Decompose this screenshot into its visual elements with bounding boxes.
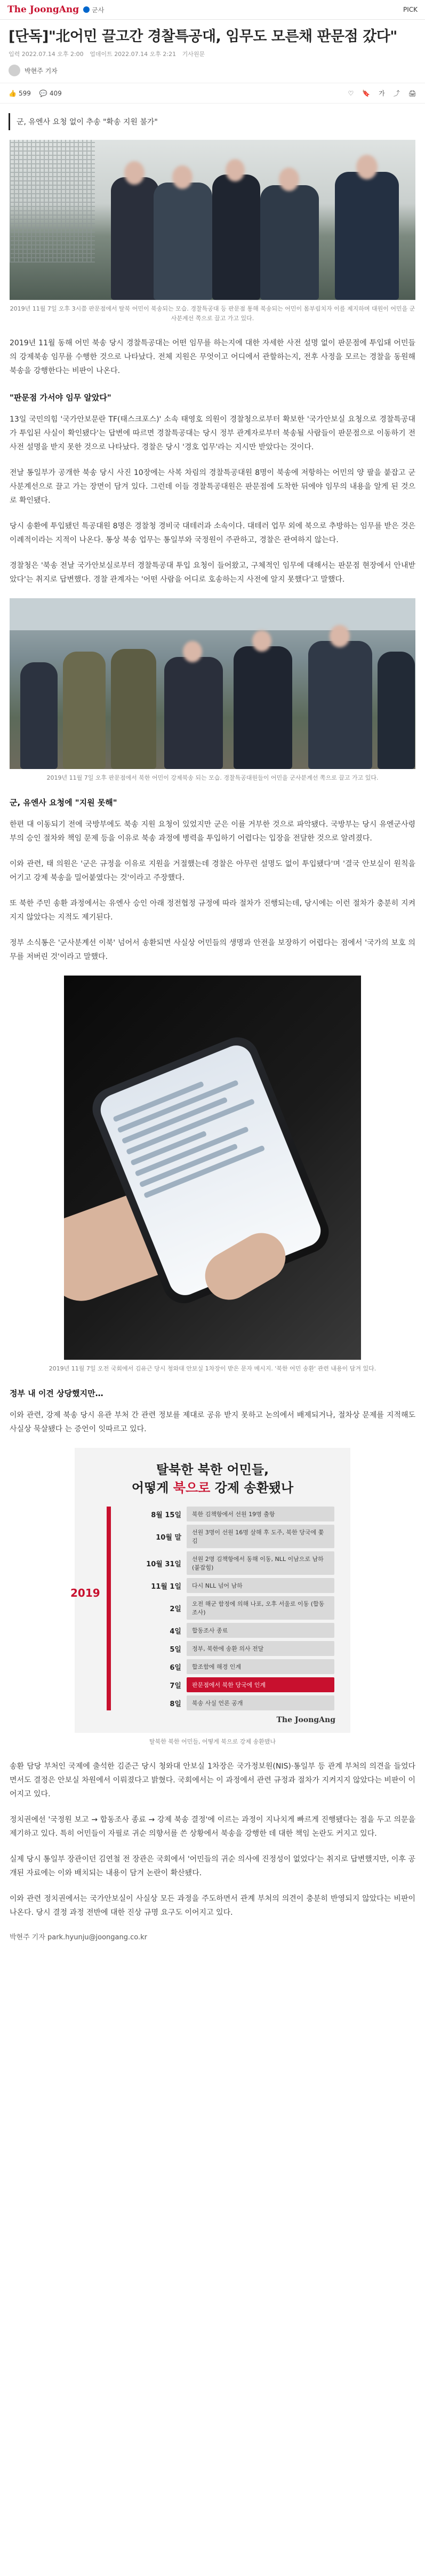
infographic-caption: 탈북한 북한 어민들, 어떻게 북으로 강제 송환됐나: [149, 1738, 276, 1745]
photo-3: [64, 976, 361, 1360]
paragraph: 또 북한 주민 송환 과정에서는 유엔사 승인 아래 정전협정 규정에 따라 절차가 진행되는데, 당시에는 이런 절차가 충분히 지켜지지 않았다는 지적도 제기된다.: [10, 899, 415, 922]
person: [154, 183, 212, 300]
timeline-event: [133, 1551, 334, 1575]
event-date: 8월 15일: [151, 1511, 181, 1519]
event-date: 10월 31일: [146, 1560, 181, 1568]
updated-time: 업데이트 2022.07.14 오후 2:21: [90, 51, 177, 58]
soldier: [111, 649, 156, 769]
title-pre: 어떻게: [131, 1480, 173, 1495]
event-desc: 북한 김책항에서 선원 19명 출항: [187, 1507, 334, 1521]
article-summary: 군, 유엔사 요청 없이 추송 "확송 지원 불가": [9, 113, 416, 130]
person: [335, 172, 399, 300]
timeline-event: [133, 1525, 334, 1548]
paragraph: 당시 송환에 투입됐던 특공대원 8명은 경찰청 경비국 대테러과 소속이다. 대테러 업무 외에 북으로 추방하는 임무를 받은 것은 이례적이라는 지적이 나온다. 통상 북송 업무는 통일부와 국정원이 주관하고, 경찰은 관여하지 않는다.: [10, 522, 415, 544]
reporter-avatar: [9, 65, 20, 76]
infographic-brand: The JoongAng: [276, 1716, 335, 1724]
photo-2-caption: 2019년 11월 7일 오후 판문점에서 북한 어민이 강제북송 되는 모습. 경찰특공대원들이 어민을 군사분계선 쪽으로 끌고 가고 있다.: [46, 774, 379, 781]
event-desc: 북송 사실 언론 공개: [187, 1695, 334, 1710]
photo-1: [10, 140, 415, 300]
action-bar: [0, 83, 425, 104]
person: [308, 641, 372, 769]
reporter-row: [9, 65, 416, 76]
timeline-event: [133, 1695, 334, 1710]
paragraph: 이와 관련 정치권에서는 국가안보실이 사실상 모든 과정을 주도하면서 관계 부처의 의견이 충분히 반영되지 않았다는 비판이 나온다. 당시 결정 과정 전반에 대한 진상 규명 요구도 이어지고 있다.: [10, 1895, 415, 1917]
site-logo[interactable]: The JoongAng: [7, 4, 79, 15]
soldier: [63, 652, 106, 769]
blurred-face: [124, 161, 145, 185]
event-date: 8일: [170, 1700, 181, 1708]
person: [234, 646, 292, 769]
paragraph: 한편 대 이동되기 전에 국방부에도 북송 지원 요청이 있었지만 군은 이를 거부한 것으로 파악됐다. 국방부는 당시 유엔군사령부의 승인 절차와 책임 문제 등을 이유로 북송 과정에 병력을 투입하기 어렵다는 입장을 전달한 것으로 알려졌다.: [10, 820, 415, 843]
paragraph: 정치권에선 '국정원 보고 → 합동조사 종료 → 강제 북송 결정'에 이르는 과정이 지나치게 빠르게 진행됐다는 점을 두고 의문을 제기하고 있다. 특히 어민들이 자필로 귀순 의향서를 쓴 상황에서 북송을 강행한 데 대한 책임 논란도 커지고 있다.: [10, 1816, 415, 1838]
fence: [10, 140, 95, 263]
comment-button[interactable]: [39, 90, 62, 97]
event-date: 5일: [170, 1645, 181, 1654]
paragraph: 13일 국민의힘 '국가안보문란 TF(태스크포스)' 소속 태영호 의원이 경찰청으로부터 확보한 '국가안보실 요청으로 경찰특공대가 투입된 사실이 확인됐다'는 답변에 따르면 경찰특공대는 당시 정부 관계자로부터 북송될 사람들이 판문점으로 이동하기 전 사전 설명을 받지 못한 것으로 나타났다. 경찰은 당시 '경호 업무'라는 지시만 받았다는 것이다.: [10, 415, 415, 451]
font-size-icon[interactable]: 가: [379, 90, 385, 97]
like-count: 599: [18, 89, 31, 97]
timeline-event: [133, 1578, 334, 1593]
subheading: 군, 유엔사 요청에 "지원 못해": [10, 798, 117, 807]
reaction-group: [9, 90, 62, 97]
person: [212, 175, 260, 300]
person: [378, 652, 415, 769]
timeline: [70, 1507, 334, 1710]
event-date: 2일: [170, 1605, 181, 1613]
timeline-event: [133, 1596, 334, 1620]
event-desc: 다시 NLL 넘어 남하: [187, 1578, 334, 1593]
paragraph: 경찰청은 '북송 전날 국가안보실로부터 경찰특공대 투입 요청이 들어왔고, 구체적인 임무에 대해서는 판문점 현장에서 안내받았다'는 취지로 답변했다. 경찰 관계자는 '어떤 사람을 어디로 호송하는지 사전에 알지 못했다'고 말했다.: [10, 561, 415, 584]
building-wall: [10, 598, 415, 630]
event-date: 6일: [170, 1663, 181, 1672]
person: [164, 657, 223, 769]
blurred-face: [183, 641, 202, 662]
person: [20, 662, 58, 769]
infographic-title-line2: [75, 1479, 350, 1497]
comment-icon: 💬: [39, 89, 47, 97]
paragraph: 실제 당시 통일부 장관이던 김연철 전 장관은 국회에서 '어민들의 귀순 의사에 진정성이 없었다'는 취지로 답변했지만, 이후 공개된 자료에는 이와 배치되는 내용이 담겨 논란이 확산됐다.: [10, 1855, 415, 1877]
event-desc: 정부, 북한에 송환 의사 전달: [187, 1641, 334, 1656]
section-dot-icon: [83, 6, 90, 13]
subheading: 정부 내 이견 상당했지만…: [10, 1389, 103, 1398]
paragraph: 이와 관련, 강제 북송 당시 유관 부처 간 관련 정보를 제대로 공유 받지 못하고 논의에서 배제되거나, 절차상 문제를 지적해도 사실상 묵살됐다 는 증언이 잇따르고 있다.: [10, 1411, 415, 1433]
tool-group: [348, 89, 416, 98]
byline: 박현주 기자 park.hyunju@joongang.co.kr: [10, 1933, 148, 1941]
subscribe-icon[interactable]: ♡: [348, 89, 354, 97]
section-label[interactable]: [83, 5, 104, 14]
blurred-face: [252, 630, 271, 652]
infographic-title: [75, 1461, 350, 1497]
event-desc: 합동조사 종료: [187, 1623, 334, 1638]
blurred-face: [356, 155, 378, 179]
year-label: 2019: [70, 1587, 100, 1599]
article-body: [0, 140, 425, 1941]
share-icon[interactable]: ⤴: [393, 90, 400, 97]
top-bar: [0, 0, 425, 20]
paragraph: 전날 통일부가 공개한 북송 당시 사진 10장에는 사복 차림의 경찰특공대원 8명이 북송에 저항하는 어민의 양 팔을 붙잡고 군사분계선으로 끌고 가는 장면이 담겨 있다. 그런데 이들 경찰특공대원은 판문점에 도착한 뒤에야 임무의 내용을 알게 된 것으로 확인됐다.: [10, 469, 415, 505]
photo-3-caption: 2019년 11월 7일 오전 국회에서 김유근 당시 청와대 안보실 1차장이 받은 문자 메시지. '북한 어민 송환' 관련 내용이 담겨 있다.: [49, 1365, 376, 1372]
event-date: 4일: [170, 1627, 181, 1636]
photo-2: [10, 598, 415, 769]
thumbs-up-icon: 👍: [9, 89, 17, 97]
timeline-event: [133, 1641, 334, 1656]
timeline-event: [133, 1507, 334, 1521]
person: [111, 177, 159, 300]
article-title: [단독]"北어민 끌고간 경찰특공대, 임무도 모른채 판문점 갔다": [9, 28, 397, 45]
reporter-name[interactable]: 박현주 기자: [25, 67, 58, 75]
section-label-text: 군사: [92, 6, 105, 14]
blurred-face: [330, 625, 350, 647]
year-bar: [107, 1507, 111, 1710]
event-date: 10월 말: [156, 1533, 181, 1542]
title-post: 강제 송환됐나: [210, 1480, 294, 1495]
title-accent: 북으로: [173, 1480, 211, 1495]
paragraph: 2019년 11월 동해 어민 북송 당시 경찰특공대는 어떤 임무를 하는지에 대한 자세한 사전 설명 없이 판문점에 투입돼 어민들의 강제북송 임무를 수행한 것으로 나타났다. 전체 지원은 무엇이고 어디에서 관할하는지, 전후 사정을 모르는 경찰을 동원해 북송을 강행한다는 비판이 나온다.: [10, 339, 415, 375]
blurred-face: [172, 165, 193, 189]
like-button[interactable]: [9, 90, 31, 97]
print-icon[interactable]: 🖨: [408, 89, 416, 97]
source-link[interactable]: 기사원문: [182, 51, 205, 58]
timeline-event: [133, 1623, 334, 1638]
event-desc: 오전 해군 함정에 의해 나포, 오후 서울로 이동 (합동조사): [187, 1596, 334, 1620]
event-date: 11월 1일: [151, 1582, 181, 1591]
person: [260, 185, 319, 300]
blurred-face: [279, 168, 299, 191]
event-date: 7일: [170, 1682, 181, 1690]
event-desc: 선원 3명이 선원 16명 살해 후 도주, 북한 당국에 쫓김: [187, 1525, 334, 1548]
article-meta: [9, 50, 416, 58]
blurred-face: [226, 159, 245, 181]
paragraph: 정부 소식통은 '군사분계선 이북' 넘어서 송환되면 사실상 어민들의 생명과 안전을 보장하기 어렵다는 점에서 '국가의 보호 의무를 저버린 것'이라고 말했다.: [10, 939, 415, 961]
comment-count: 409: [49, 89, 62, 97]
event-desc: 판문점에서 북한 당국에 인계: [187, 1677, 334, 1692]
timeline-event: [133, 1659, 334, 1674]
paragraph: 이와 관련, 태 의원은 '군은 규정을 이유로 지원을 거절했는데 경찰은 아무런 설명도 없이 투입됐다'며 '결국 안보실이 원칙을 어기고 강제 북송을 밀어붙였다는 것'이라고 주장했다.: [10, 860, 415, 882]
infographic: [70, 1448, 350, 1733]
bookmark-icon[interactable]: 🔖: [362, 89, 371, 97]
timeline-event-highlight: [133, 1677, 334, 1692]
subheading: "판문점 가서야 임무 알았다": [10, 393, 111, 402]
pick-label[interactable]: PICK: [403, 6, 418, 13]
infographic-title-line1: 탈북한 북한 어민들,: [156, 1462, 269, 1477]
event-desc: 선원 2명 김책항에서 동해 이동, NLL 이남으로 남하 (붙잡힘): [187, 1551, 334, 1575]
photo-1-caption: 2019년 11월 7일 오후 3시쯤 판문점에서 탈북 어민이 북송되는 모습. 경찰특공대 등 판문점 통해 북송되는 어민이 몸부림치자 이를 제지하며 대원이 어민을 군사분계선 쪽으로 끌고 가고 있다.: [10, 305, 415, 322]
published-time: 입력 2022.07.14 오후 2:00: [9, 51, 84, 58]
paragraph: 송환 담당 부처인 국제에 출석한 김준근 당시 청와대 안보실 1차장은 국가정보원(NIS)·통일부 등 관계 부처의 의견을 들었다면서도 결정은 안보실 차원에서 이뤄졌다고 밝혔다. 국회에서는 이 과정에서 관련 규정과 절차가 지켜지지 않았다는 비판이 이어지고 있다.: [10, 1762, 415, 1798]
event-desc: 합조함에 해경 인계: [187, 1659, 334, 1674]
